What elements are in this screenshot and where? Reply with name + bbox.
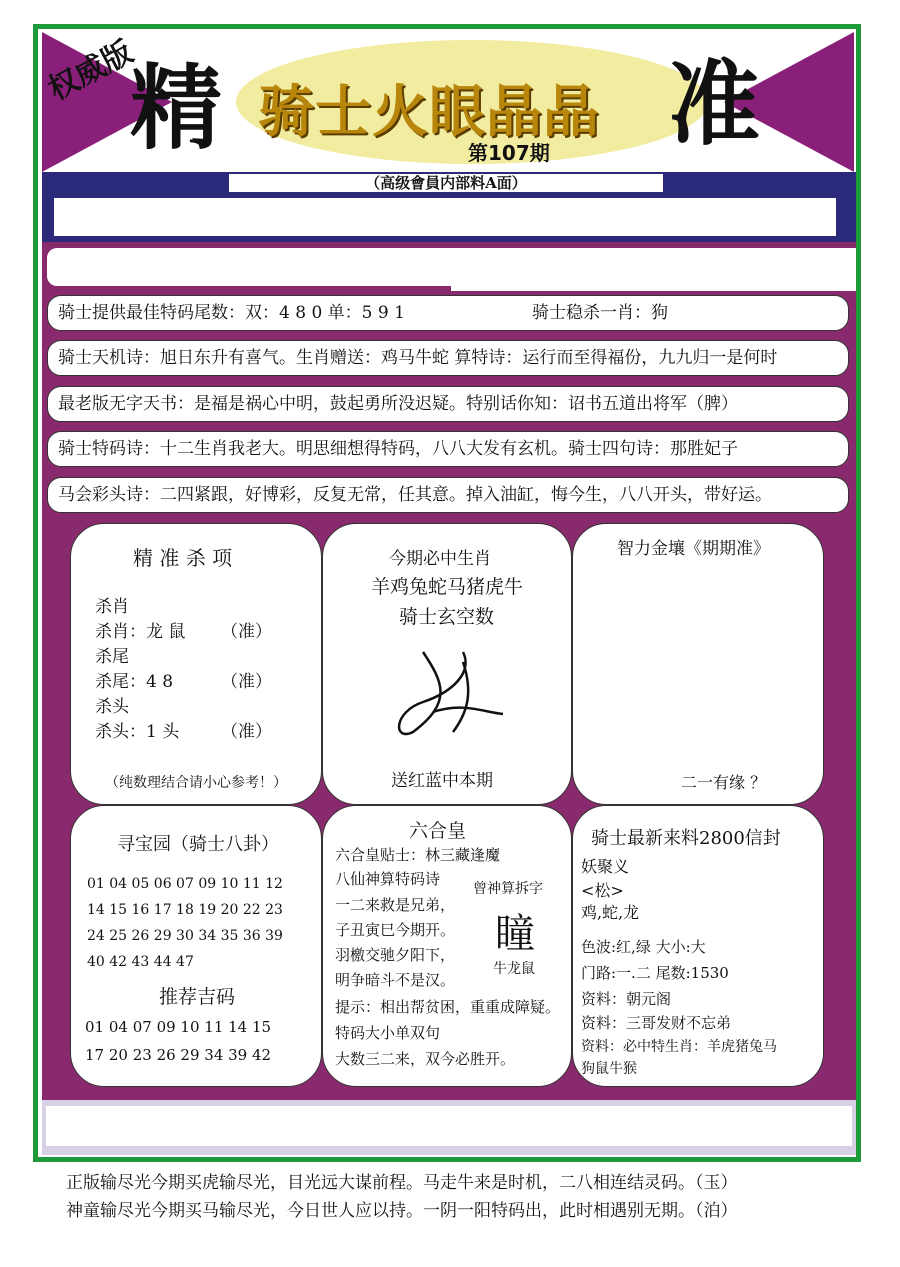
liuhe-poem-line: 羽檄交驰夕阳下， bbox=[335, 946, 456, 964]
line-tianji-poem bbox=[47, 340, 849, 376]
kill-row: 杀肖：龙 鼠 bbox=[95, 622, 186, 642]
wisdom-title: 智力金壤《期期准》 bbox=[617, 539, 770, 559]
latest-data: 资料：三哥发财不忘弟 bbox=[581, 1014, 732, 1032]
liuhe-side-char: 瞳 bbox=[495, 911, 535, 957]
treasure-panel bbox=[70, 805, 322, 1087]
kill-mark: （准） bbox=[221, 722, 272, 742]
scribble-figure bbox=[383, 642, 513, 742]
char-right: 准 bbox=[668, 50, 761, 158]
kill-panel bbox=[70, 523, 322, 805]
liuhe-side-zodiac: 牛龙鼠 bbox=[493, 961, 535, 977]
kill-row: 杀头 bbox=[95, 697, 129, 717]
line-text: 骑士提供最佳特码尾数：双：4 8 0 单：5 9 1 bbox=[58, 303, 405, 323]
liuhe-bigsmall-line: 大数三二来，双今必胜开。 bbox=[335, 1050, 516, 1068]
latest-panel bbox=[572, 805, 824, 1087]
zodiac-line: 今期必中生肖 bbox=[389, 549, 491, 569]
latest-data: 资料：必中特生肖：羊虎猪兔马 bbox=[581, 1039, 777, 1055]
liuhe-bigsmall: 特码大小单双句 bbox=[335, 1024, 441, 1042]
kill-row: 杀尾：4 8 bbox=[95, 672, 174, 692]
treasure-title: 寻宝园（骑士八卦） bbox=[117, 834, 279, 855]
kill-mark: （准） bbox=[221, 672, 272, 692]
line-tianshu bbox=[47, 386, 849, 422]
kill-row: 杀头：1 头 bbox=[95, 722, 180, 742]
page-title: 骑士火眼晶晶 bbox=[258, 79, 600, 145]
kill-row: 杀尾 bbox=[95, 647, 129, 667]
latest-data: 资料：朝元阁 bbox=[581, 990, 672, 1008]
blank-pill bbox=[47, 248, 451, 286]
zodiac-line: 羊鸡兔蛇马猪虎牛 bbox=[371, 576, 524, 598]
scribble-path bbox=[399, 652, 503, 734]
lucky-row: 17 20 23 26 29 34 39 42 bbox=[85, 1046, 272, 1064]
liuhe-side-title: 曾神算拆字 bbox=[473, 881, 543, 897]
zodiac-line: 骑士玄空数 bbox=[399, 606, 495, 628]
liuhe-sticker: 六合皇贴士：林三藏逢魔 bbox=[335, 846, 501, 864]
kill-row: 杀肖 bbox=[95, 597, 129, 617]
line-caitou-poem bbox=[47, 477, 849, 513]
line-special-poem bbox=[47, 431, 849, 467]
footer-line: 正版输尽光今期买虎输尽光，目光远大谋前程。马走牛来是时机，二八相连结灵码。（玉） bbox=[66, 1173, 738, 1193]
wisdom-bottom: 二一有缘 ？ bbox=[681, 773, 767, 792]
blank-pill-right bbox=[451, 248, 856, 291]
zodiac-panel bbox=[322, 523, 572, 805]
treasure-row: 01 04 05 06 07 09 10 11 12 bbox=[87, 876, 283, 892]
lucky-title: 推荐吉码 bbox=[159, 986, 236, 1008]
bottom-strip-inner bbox=[46, 1106, 852, 1146]
kill-title: 精 准 杀 项 bbox=[133, 546, 233, 570]
latest-title: 骑士最新来料2800信封 bbox=[591, 828, 781, 849]
line-text: 骑士特码诗：十二生肖我老大。明思细想得特码，八八大发有玄机。骑士四句诗：那胜妃子 bbox=[58, 439, 738, 459]
issue-number: 第107期 bbox=[468, 141, 550, 165]
latest-wave: 色波:红,绿 大小:大 bbox=[581, 938, 706, 956]
latest-line: <松> bbox=[581, 881, 624, 900]
liuhe-poem-line: 一二来救是兄弟， bbox=[335, 896, 456, 914]
latest-line: 妖聚义 bbox=[581, 857, 630, 876]
line-text-right: 骑士稳杀一肖：狗 bbox=[532, 303, 668, 323]
blank-band bbox=[54, 198, 836, 236]
latest-path: 门路:一.二 尾数:1530 bbox=[581, 964, 729, 982]
latest-data: 狗鼠牛猴 bbox=[581, 1061, 637, 1077]
liuhe-poem-title: 八仙神算特码诗 bbox=[335, 870, 441, 888]
liuhe-panel bbox=[322, 805, 572, 1087]
latest-line: 鸡,蛇,龙 bbox=[581, 903, 640, 922]
liuhe-poem-line: 明争暗斗不是汉。 bbox=[335, 971, 456, 989]
authority-badge: 权威版 bbox=[42, 34, 139, 108]
subtitle: （高级會員内部料A面） bbox=[229, 174, 663, 192]
footer-line: 神童输尽光今期买马输尽光，今日世人应以持。一阴一阳特码出，此时相遇别无期。（泊） bbox=[66, 1201, 738, 1221]
kill-mark: （准） bbox=[221, 622, 272, 642]
zodiac-bottom: 送红蓝中本期 bbox=[391, 771, 493, 791]
line-text: 骑士天机诗：旭日东升有喜气。生肖赠送：鸡马牛蛇 算特诗：运行而至得福份，九九归一是何时 bbox=[58, 348, 778, 368]
kill-note: （纯数理结合请小心参考！） bbox=[105, 775, 287, 791]
liuhe-hint: 提示：相出帮贫困，重重成障疑。 bbox=[335, 998, 561, 1016]
liuhe-title: 六合皇 bbox=[409, 820, 467, 842]
wisdom-panel bbox=[572, 523, 824, 805]
lucky-row: 01 04 07 09 10 11 14 15 bbox=[85, 1018, 272, 1036]
char-left: 精 bbox=[130, 54, 223, 162]
treasure-row: 40 42 43 44 47 bbox=[87, 954, 194, 970]
treasure-row: 14 15 16 17 18 19 20 22 23 bbox=[87, 902, 283, 918]
line-text: 最老版无字天书：是福是祸心中明，鼓起勇所没迟疑。特别话你知：诏书五道出将军（脾） bbox=[58, 394, 738, 414]
line-tail-numbers bbox=[47, 295, 849, 331]
treasure-row: 24 25 26 29 30 34 35 36 39 bbox=[87, 928, 283, 944]
line-text: 马会彩头诗：二四紧跟，好博彩，反复无常，任其意。掉入油缸，悔今生，八八开头，带好运。 bbox=[58, 485, 772, 505]
liuhe-poem-line: 子丑寅巳今期开。 bbox=[335, 921, 456, 939]
